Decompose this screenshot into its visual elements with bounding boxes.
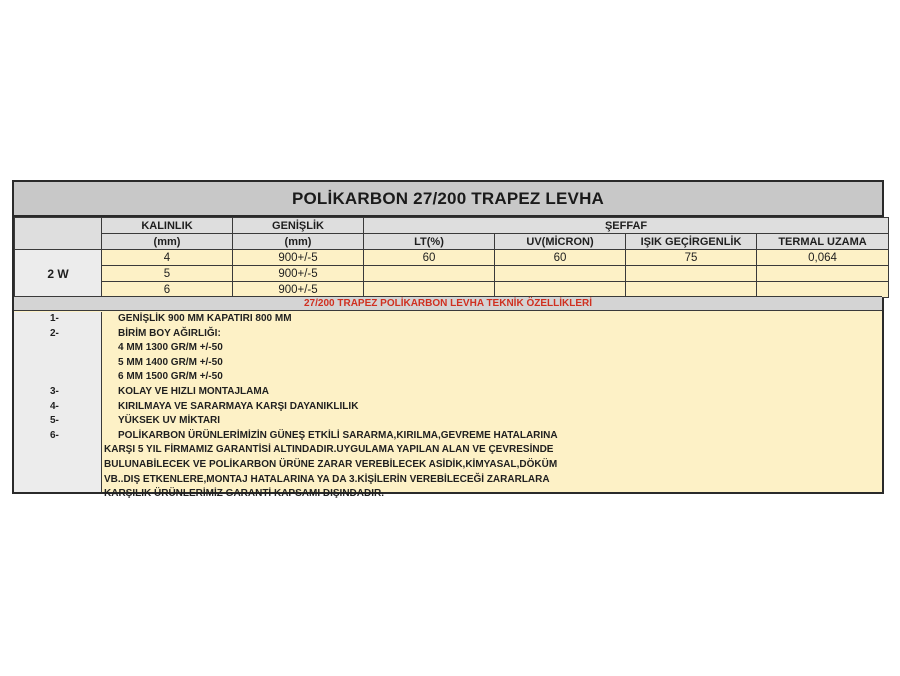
cell-kalinlik: 5	[102, 266, 233, 282]
corner-diagonal-cell	[15, 218, 102, 250]
col-kalinlik: KALINLIK	[102, 218, 233, 234]
cell-genislik: 900+/-5	[233, 266, 364, 282]
paragraph-text: VB..DIŞ ETKENLERE,MONTAJ HATALARINA YA DA 3.KİŞİLERİN VEREBİLECEĞİ ZARARLARA	[104, 473, 550, 485]
col-lt: LT(%)	[364, 234, 495, 250]
notes-list	[14, 312, 882, 502]
note-number: 6-	[50, 429, 59, 441]
cell-isik: 75	[626, 250, 757, 266]
paragraph-line	[14, 487, 882, 502]
spec-sheet	[12, 180, 884, 500]
spec-table	[14, 217, 889, 298]
col-isik: IŞIK GEÇİRGENLİK	[626, 234, 757, 250]
list-item	[14, 341, 882, 356]
cell-lt	[364, 266, 495, 282]
col-genislik-unit: (mm)	[233, 234, 364, 250]
paragraph-line	[14, 443, 882, 458]
row-label: 2 W	[15, 250, 102, 298]
header-row-2	[15, 234, 889, 250]
note-number: 4-	[50, 400, 59, 412]
list-item	[14, 327, 882, 342]
note-number: 3-	[50, 385, 59, 397]
paragraph-text: BULUNABİLECEK VE POLİKARBON ÜRÜNE ZARAR VEREBİLECEK ASİDİK,KİMYASAL,DÖKÜM	[104, 458, 558, 470]
note-text: GENİŞLİK 900 MM KAPATIRI 800 MM	[118, 313, 292, 324]
note-number: 2-	[50, 327, 59, 339]
list-item	[14, 385, 882, 400]
list-item	[14, 370, 882, 385]
col-termal: TERMAL UZAMA	[757, 234, 889, 250]
note-number: 1-	[50, 313, 59, 324]
list-item	[14, 400, 882, 415]
list-item	[14, 312, 882, 327]
section-subtitle: 27/200 TRAPEZ POLİKARBON LEVHA TEKNİK ÖZELLİKLERİ	[14, 296, 882, 311]
col-kalinlik-unit: (mm)	[102, 234, 233, 250]
note-text: YÜKSEK UV MİKTARI	[118, 415, 221, 427]
note-text: BİRİM BOY AĞIRLIĞI:	[118, 327, 221, 339]
table-row	[15, 250, 889, 266]
note-text: 4 MM 1300 GR/M +/-50	[118, 342, 223, 354]
cell-genislik: 900+/-5	[233, 250, 364, 266]
note-number: 5-	[50, 415, 59, 427]
header-row-1	[15, 218, 889, 234]
cell-uv	[495, 266, 626, 282]
col-seffaf: ŞEFFAF	[364, 218, 889, 234]
list-item	[14, 429, 882, 444]
cell-termal	[757, 266, 889, 282]
col-uv: UV(MİCRON)	[495, 234, 626, 250]
list-item	[14, 414, 882, 429]
cell-lt: 60	[364, 250, 495, 266]
note-text: POLİKARBON ÜRÜNLERİMİZİN GÜNEŞ ETKİLİ SARARMA,KIRILMA,GEVREME HATALARINA	[118, 429, 558, 441]
paragraph-line	[14, 473, 882, 488]
col-genislik: GENİŞLİK	[233, 218, 364, 234]
cell-uv: 60	[495, 250, 626, 266]
list-item	[14, 356, 882, 371]
note-text: KOLAY VE HIZLI MONTAJLAMA	[118, 385, 269, 397]
paragraph-line	[14, 458, 882, 473]
cell-termal: 0,064	[757, 250, 889, 266]
note-text: 6 MM 1500 GR/M +/-50	[118, 371, 223, 383]
paragraph-text: KARŞILIK ÜRÜNLERİMİZ GARANTİ KAPSAMI DIŞINDADIR.	[104, 488, 384, 500]
cell-genislik: 900+/-5	[233, 282, 364, 298]
cell-kalinlik: 4	[102, 250, 233, 266]
sheet-title: POLİKARBON 27/200 TRAPEZ LEVHA	[14, 182, 882, 217]
note-text: 5 MM 1400 GR/M +/-50	[118, 356, 223, 368]
table-row	[15, 266, 889, 282]
cell-isik	[626, 266, 757, 282]
paragraph-text: KARŞI 5 YIL FİRMAMIZ GARANTİSİ ALTINDADIR.UYGULAMA YAPILAN ALAN VE ÇEVRESİNDE	[104, 444, 554, 456]
note-text: KIRILMAYA VE SARARMAYA KARŞI DAYANIKLILIK	[118, 400, 359, 412]
cell-kalinlik: 6	[102, 282, 233, 298]
